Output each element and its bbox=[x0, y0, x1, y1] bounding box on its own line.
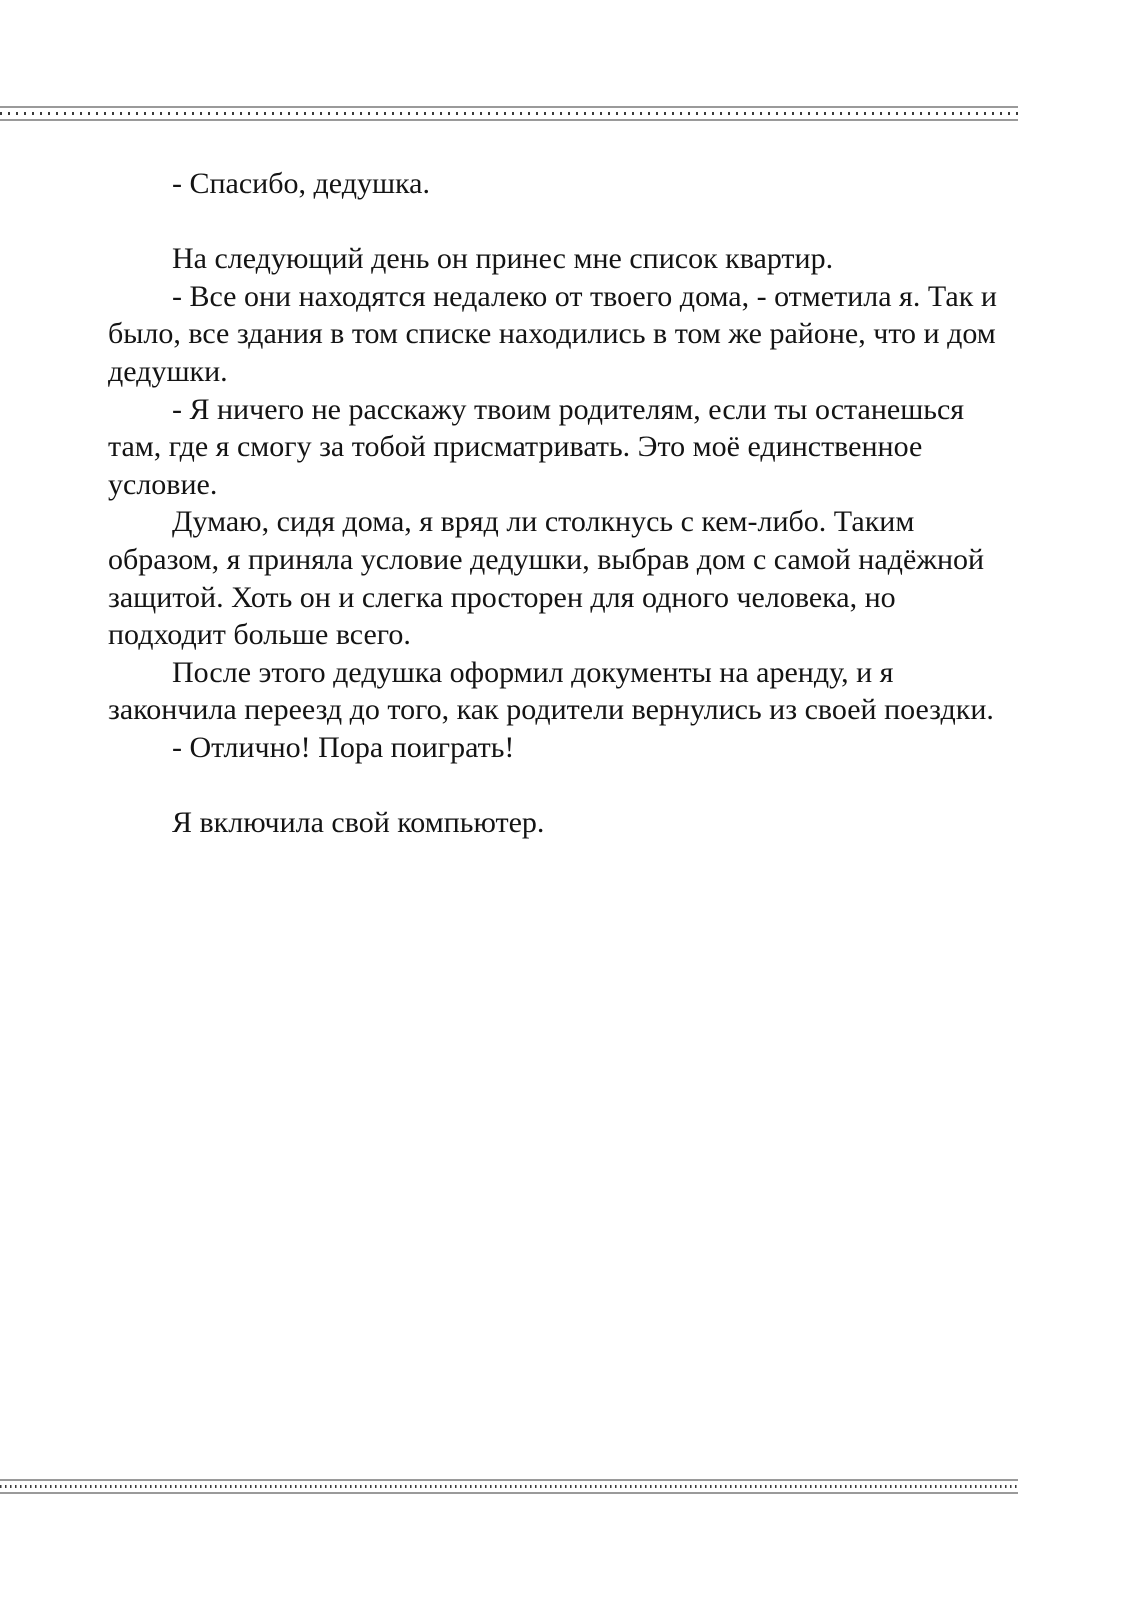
paragraph: - Спасибо, дедушка. bbox=[172, 167, 430, 200]
paragraph: - Все они находятся недалеко от твоего дома, - отметила я. Так и было, все здания в том списке находились в том же районе, что и дом дедушки. bbox=[108, 279, 997, 388]
paragraph bbox=[108, 203, 1011, 241]
bottom-decorative-rule bbox=[0, 1479, 1018, 1494]
top-decorative-rule bbox=[0, 106, 1018, 121]
paragraph bbox=[108, 767, 1011, 805]
paragraph: Думаю, сидя дома, я вряд ли столкнусь с кем-либо. Таким образом, я приняла условие дедушки, выбрав дом с самой надёжной защитой. Хоть он и слегка просторен для одного человека, но подходит больше всего. bbox=[108, 505, 985, 652]
page-text bbox=[108, 165, 1011, 842]
paragraph: - Я ничего не расскажу твоим родителям, если ты останешься там, где я смогу за тобой присматривать. Это моё единственное условие. bbox=[108, 392, 965, 501]
paragraph: Я включила свой компьютер. bbox=[172, 806, 545, 840]
paragraph: - Отлично! Пора поиграть! bbox=[172, 730, 515, 764]
paragraph: После этого дедушка оформил документы на аренду, и я закончила переезд до того, как родители вернулись из своей поездки. bbox=[108, 655, 994, 727]
bottom-rule-dotted-line bbox=[0, 1485, 1018, 1488]
top-rule-dotted-line bbox=[0, 112, 1018, 115]
paragraph: На следующий день он принес мне список квартир. bbox=[172, 242, 834, 276]
